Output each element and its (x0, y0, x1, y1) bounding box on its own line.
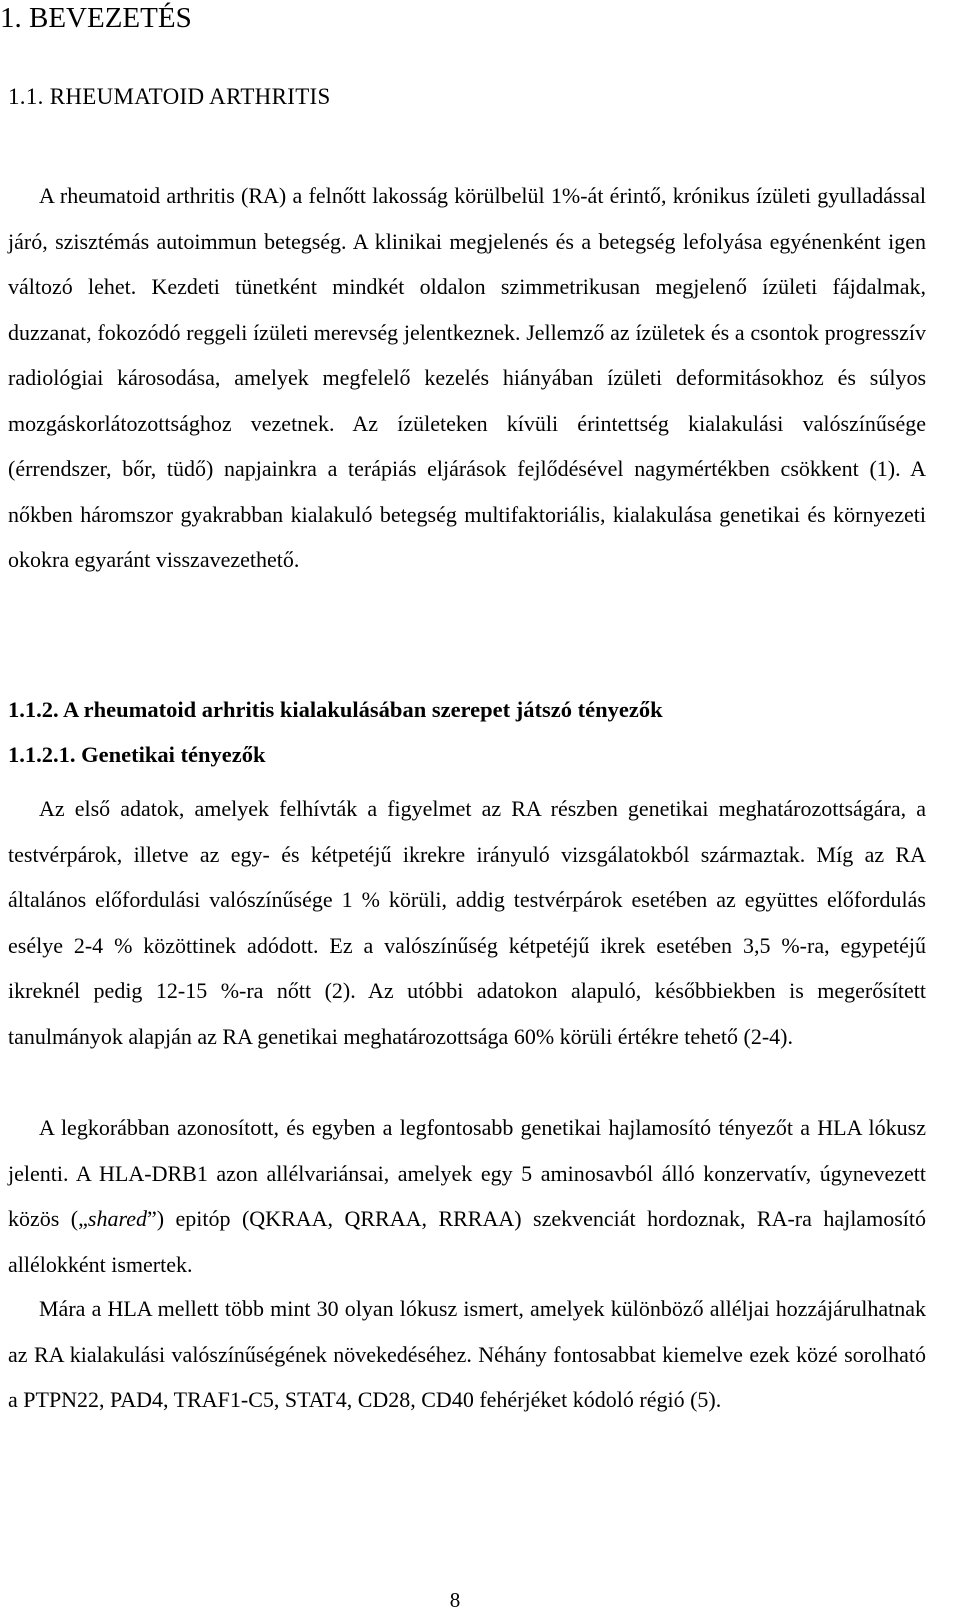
hla-text-before: A legkorábban azonosított, és egyben a legfontosabb genetikai hajlamosító tényezőt a HLA lókusz jelenti. A HLA-DRB1 azon allélvariánsai, amelyek egy 5 aminosavból álló konzervatív, úgynevezett közös („ (8, 1115, 926, 1231)
intro-paragraph: A rheumatoid arthritis (RA) a felnőtt lakosság körülbelül 1%-át érintő, krónikus ízületi gyulladással járó, szisztémás autoimmun betegség. A klinikai megjelenés és a betegség lefolyása egyénenként igen változó lehet. Kezdeti tünetként mindkét oldalon szimmetrikusan megjelenő ízületi fájdalmak, duzzanat, fokozódó reggeli ízületi merevség jelentkeznek. Jellemző az ízületek és a csontok progresszív radiológiai károsodása, amelyek megfelelő kezelés hiányában ízületi deformitásokhoz és súlyos mozgáskorlátozottsághoz vezetnek. Az ízületeken kívüli érintettség kialakulási valószínűsége (érrendszer, bőr, tüdő) napjainkra a terápiás eljárások fejlődésével nagymértékben csökkent (1). A nőkben háromszor gyakrabban kialakuló betegség multifaktoriális, kialakulása genetikai és környezeti okokra egyaránt visszavezethető. (8, 183, 926, 572)
page-number: 8 (449, 1588, 461, 1612)
genetics-paragraph: Az első adatok, amelyek felhívták a figyelmet az RA részben genetikai meghatározottságára, a testvérpárok, illetve az egy- és kétpetéjű ikrekre irányuló vizsgálatokból származtak. Míg az RA általános előfordulási valószínűsége 1 % körüli, addig testvérpárok esetében az együttes előfordulás esélye 2-4 % közöttinek adódott. Ez a valószínűség kétpetéjű ikrek esetében 3,5 %-ra, egypetéjű ikreknél pedig 12-15 %-ra nőtt (2). Az utóbbi adatokon alapuló, későbbiekben is megerősített tanulmányok alapján az RA genetikai meghatározottsága 60% körüli értékre tehető (2-4). (8, 796, 926, 1049)
chapter-heading: 1. BEVEZETÉS (0, 2, 192, 34)
subsubsection-heading: 1.1.2.1. Genetikai tényezők (8, 742, 266, 767)
shared-italic: shared (87, 1206, 147, 1231)
hla-text-after: ”) epitóp (QKRAA, QRRAA, RRRAA) szekvenciát hordoznak, RA-ra hajlamosító allélokként ismertek. (8, 1206, 926, 1277)
subsection-heading: 1.1.2. A rheumatoid arhritis kialakulásában szerepet játszó tényezők (8, 697, 663, 722)
loci-paragraph: Mára a HLA mellett több mint 30 olyan lókusz ismert, amelyek különböző alléljai hozzájárulhatnak az RA kialakulási valószínűségének növekedéséhez. Néhány fontosabbat kiemelve ezek közé sorolható a PTPN22, PAD4, TRAF1-C5, STAT4, CD28, CD40 fehérjéket kódoló régió (5). (8, 1296, 926, 1412)
hla-paragraph (8, 1105, 926, 1287)
section-heading: 1.1. RHEUMATOID ARTHRITIS (8, 84, 331, 109)
